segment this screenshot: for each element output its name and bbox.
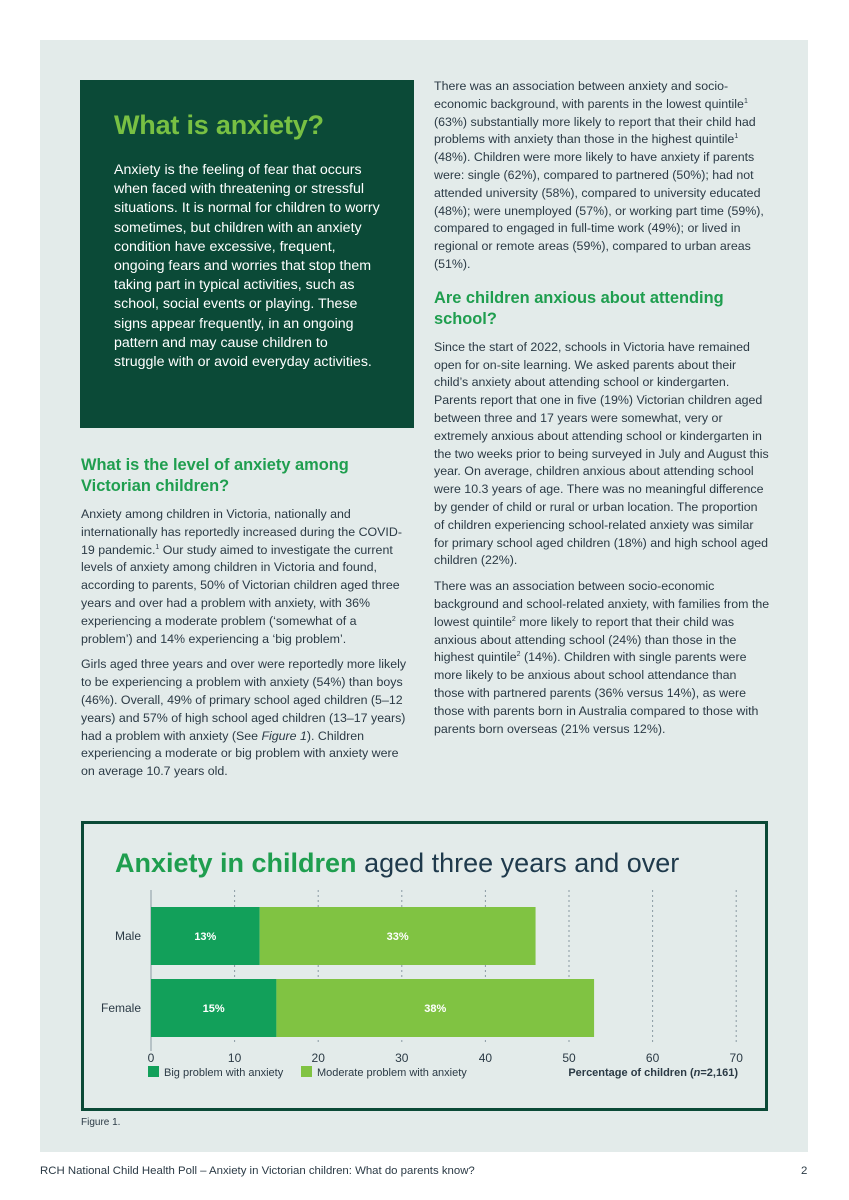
- category-label: Male: [114, 929, 141, 943]
- x-tick-label: 60: [645, 1051, 660, 1065]
- section-heading-anxiety-level: What is the level of anxiety among Victorian children?: [81, 456, 349, 495]
- section-heading-school-anxiety: Are children anxious about attending school?: [434, 288, 724, 328]
- paragraph-text: (63%) substantially more likely to report that their child had problems with anxiety than those in the highest quintile: [434, 114, 756, 147]
- paragraph-text: Girls aged three years and over were reportedly more likely to be experiencing a problem with anxiety (54%) than boys (46%). Overall, 49% of primary school aged children (5–12 years) and 57% of high school aged children (13–17 years) had a problem with anxiety (See: [81, 657, 407, 743]
- chart-title: [115, 848, 679, 879]
- paragraph: Since the start of 2022, schools in Victoria have remained open for on-site learning. We asked parents about their child’s anxiety about attending school or kindergarten. Parents report that one in five (19%) Victorian children aged between three and 17 years were somewhat, very or extremely anxious about attending school or kindergarten in the two weeks prior to being surveyed in July and August this year. On average, children anxious about attending school were 10.3 years of age. There was no meaningful difference by gender of child or rural or urban location. The proportion of children experiencing school-related anxiety was similar for primary school aged children (18%) and high school aged children (22%).: [434, 339, 769, 568]
- x-tick-label: 0: [147, 1051, 155, 1065]
- bar-data-label: 13%: [194, 931, 217, 943]
- footnote-ref: 1: [743, 97, 748, 105]
- paragraph-text: (14%). Children with single parents were more likely to be anxious about school attendance than those with partnered parents (36% versus 14%), as were those with parents born in Australia compared to those with parents born overseas (21% versus 12%).: [434, 650, 759, 736]
- x-tick-label: 30: [395, 1051, 409, 1065]
- chart-title-bold: Anxiety in children: [115, 848, 357, 878]
- anxiety-bar-chart: [95, 885, 765, 1100]
- sidebox-title: What is anxiety?: [114, 110, 324, 140]
- paragraph-text: (48%). Children were more likely to have anxiety if parents were: single (62%), compared to partnered (50%); had not attended university (58%), compared to university educated (48%); were unemployed (57%), or working part time (59%), compared to engaged in full-time work (49%); or lived in regional or remote areas (59%), compared to urban areas (51%).: [434, 150, 764, 271]
- footnote-ref: 1: [734, 133, 739, 141]
- chart-title-rest: aged three years and over: [356, 848, 680, 878]
- x-tick-label: 10: [227, 1051, 242, 1065]
- page-footer: RCH National Child Health Poll – Anxiety in Victorian children: What do parents know?: [40, 1165, 475, 1177]
- sidebox-body: Anxiety is the feeling of fear that occurs when faced with threatening or stressful situations. It is normal for children to worry sometimes, but children with an anxiety condition have excessive, frequent, ongoing fears and worries that stop them taking part in typical activities, such as school, social events or playing. These signs appear frequently, in an ongoing pattern and may cause children to struggle with or avoid everyday activities.: [114, 162, 380, 371]
- x-tick-label: 40: [478, 1051, 493, 1065]
- figure-reference: Figure 1: [261, 728, 307, 743]
- legend-swatch: [301, 1066, 312, 1077]
- x-tick-label: 50: [562, 1051, 576, 1065]
- paragraph-text: more likely to report that their child was anxious about attending school (24%) than those in the highest quintile: [434, 614, 737, 665]
- paragraph: [434, 78, 770, 274]
- paragraph-text: There was an association between socio-economic background and school-related anxiety, with families from the lowest quintile: [434, 579, 770, 629]
- left-column: [81, 455, 411, 789]
- footnote-ref: 2: [516, 651, 521, 659]
- paragraph: [434, 578, 770, 738]
- bar-data-label: 33%: [386, 931, 409, 943]
- figure-caption: Figure 1.: [81, 1117, 121, 1128]
- legend-swatch: [148, 1066, 159, 1077]
- paragraph: [81, 506, 411, 648]
- footnote-ref: 2: [511, 615, 516, 623]
- category-label: Female: [100, 1001, 141, 1015]
- footnote-ref: 1: [155, 543, 160, 551]
- x-tick-label: 70: [729, 1051, 743, 1065]
- x-tick-label: 20: [311, 1051, 325, 1065]
- paragraph-text: Anxiety among children in Victoria, nationally and internationally has reportedly increased during the COVID-19 pandemic.: [81, 507, 402, 557]
- page-number: 2: [801, 1165, 808, 1177]
- bar-data-label: 38%: [424, 1003, 447, 1015]
- right-column: [434, 78, 770, 746]
- legend-label: Moderate problem with anxiety: [317, 1067, 467, 1079]
- paragraph: [81, 656, 411, 781]
- paragraph-text: There was an association between anxiety and socio-economic background, with parents in the lowest quintile: [434, 79, 744, 111]
- paragraph-text: ). Children experiencing a moderate or big problem with anxiety were on average 10.7 years old.: [81, 728, 399, 779]
- paragraph-text: Our study aimed to investigate the current levels of anxiety among children in Victoria and found, according to parents, 50% of Victorian children aged three years and over had a problem with anxiety, with 36% experiencing a moderate problem (‘somewhat of a problem’) and 14% experiencing a ‘big problem’.: [81, 542, 400, 646]
- x-axis-title: Percentage of children (n=2,161): [568, 1067, 738, 1079]
- legend-label: Big problem with anxiety: [164, 1067, 284, 1079]
- what-is-anxiety-box: [80, 80, 414, 428]
- bar-data-label: 15%: [202, 1003, 225, 1015]
